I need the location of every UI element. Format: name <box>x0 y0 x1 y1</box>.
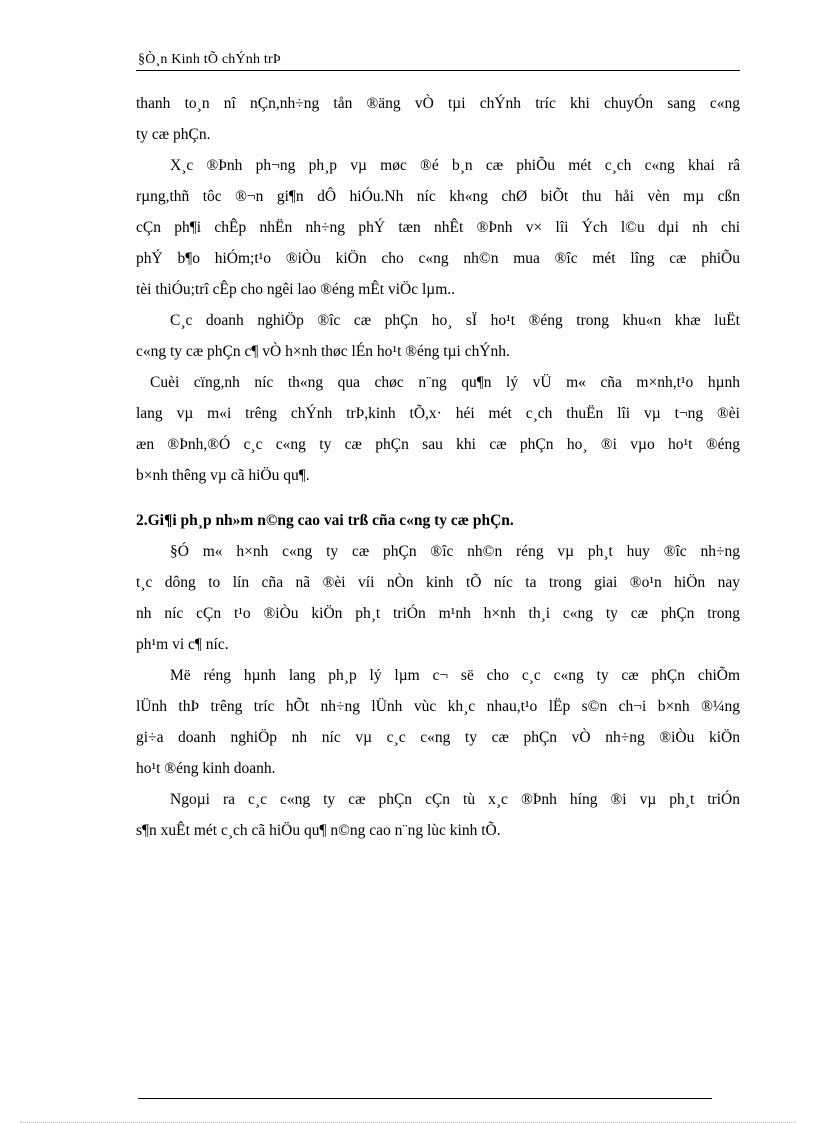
text-line: Më réng hµnh lang ph¸p lý lµm c¬ së cho c¸c c«ng ty cæ phÇn chiÕm <box>170 667 740 684</box>
header-divider <box>136 70 740 71</box>
paragraph <box>136 784 740 846</box>
text-line: gi÷a doanh nghiÖp nh níc vµ c¸c c«ng ty cæ phÇn vÒ nh÷ng ®iÒu kiÖn <box>136 729 740 746</box>
text-line: c«ng ty cæ phÇn c¶ vÒ h×nh thøc lÉn ho¹t ®éng tµi chÝnh. <box>136 343 510 360</box>
paragraph <box>136 88 740 150</box>
text-line: ph¹m vi c¶ níc. <box>136 636 229 653</box>
text-line: nh níc cÇn t¹o ®iÒu kiÖn ph¸t triÓn m¹nh h×nh th¸i c«ng ty cæ phÇn trong <box>136 605 740 622</box>
text-line: b×nh thêng vµ cã hiÖu qu¶. <box>136 467 310 484</box>
text-line: t¸c dông to lín cña nã ®èi víi nÒn kinh tÕ níc ta trong giai ®o¹n hiÖn nay <box>136 574 740 591</box>
footer-divider <box>138 1098 712 1099</box>
text-line: tèi thiÓu;trî cÊp cho ngêi lao ®éng mÊt viÖc lµm.. <box>136 281 456 298</box>
paragraph <box>136 150 740 305</box>
text-line: phÝ b¶o hiÓm;t¹o ®iÒu kiÖn cho c«ng nh©n mua ®îc mét lîng cæ phiÕu <box>136 250 740 267</box>
document-body <box>136 88 740 846</box>
paragraph <box>136 367 740 491</box>
text-line: rµng,thñ tôc ®¬n gi¶n dÔ hiÓu.Nh níc kh«ng chØ biÕt thu håi vèn mµ cßn <box>136 188 740 205</box>
text-line: thanh to¸n nî nÇn,nh÷ng tån ®äng vÒ tµi chÝnh tríc khi chuyÓn sang c«ng <box>136 95 740 112</box>
section-spacer <box>136 491 740 505</box>
paragraph <box>136 305 740 367</box>
text-line: C¸c doanh nghiÖp ®îc cæ phÇn ho¸ sÏ ho¹t ®éng trong khu«n khæ luËt <box>170 312 740 329</box>
text-line: §Ó m« h×nh c«ng ty cæ phÇn ®îc nh©n réng vµ ph¸t huy ®îc nh÷ng <box>170 543 740 560</box>
text-line: X¸c ®Þnh ph¬ng ph¸p vµ møc ®é b¸n cæ phiÕu mét c¸ch c«ng khai râ <box>170 157 740 174</box>
section-heading: 2.Gi¶i ph¸p nh»m n©ng cao vai trß cña c«ng ty cæ phÇn. <box>136 512 514 529</box>
text-line: ty cæ phÇn. <box>136 126 211 143</box>
text-line: æn ®Þnh,®Ó c¸c c«ng ty cæ phÇn sau khi cæ phÇn ho¸ ®i vµo ho¹t ®éng <box>136 436 740 453</box>
text-line: lÜnh thÞ trêng tríc hÕt nh÷ng lÜnh vùc kh¸c nhau,t¹o lËp s©n ch¬i b×nh ®¼ng <box>136 698 740 715</box>
text-line: s¶n xuÊt mét c¸ch cã hiÖu qu¶ n©ng cao n¨ng lùc kinh tÕ. <box>136 822 501 839</box>
text-line: Ngoµi ra c¸c c«ng ty cæ phÇn cÇn tù x¸c ®Þnh híng ®i vµ ph¸t triÓn <box>170 791 740 808</box>
paragraph <box>136 536 740 660</box>
paragraph <box>136 660 740 784</box>
text-line: Cuèi cïng,nh níc th«ng qua chøc n¨ng qu¶n lý vÜ m« cña m×nh,t¹o hµnh <box>150 374 740 391</box>
text-line: ho¹t ®éng kinh doanh. <box>136 760 276 777</box>
page-header-title: §Ò¸n Kinh tÕ chÝnh trÞ <box>138 52 281 67</box>
text-line: lang vµ m«i trêng chÝnh trÞ,kinh tÕ,x· héi mét c¸ch thuËn lîi vµ t¬ng ®èi <box>136 405 740 422</box>
text-line: cÇn ph¶i chÊp nhËn nh÷ng phÝ tæn nhÊt ®Þnh v× lîi Ých l©u dµi nh chi <box>136 219 740 236</box>
